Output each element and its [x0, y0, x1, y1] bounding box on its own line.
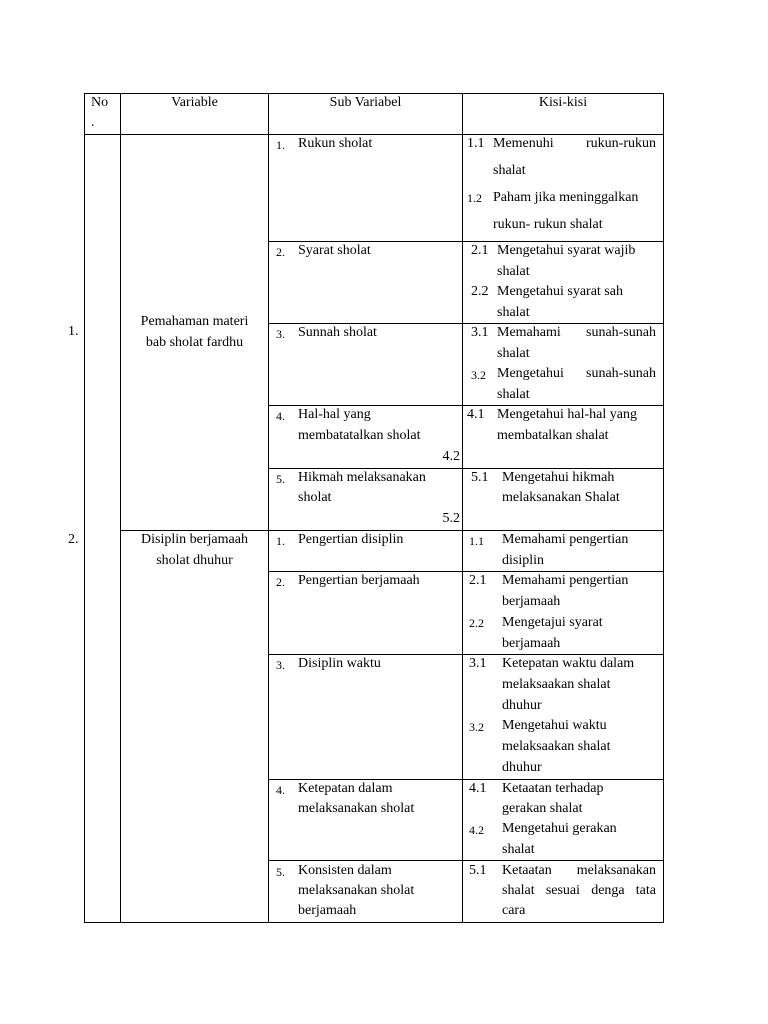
kisi-text-line: Mengetajui syarat [502, 615, 603, 630]
kisi-text-line: melaksanakan Shalat [502, 490, 620, 505]
sub-variable-label: melaksanakan sholat [298, 801, 415, 816]
column-divider [120, 93, 121, 923]
kisi-text-line: shalat [493, 163, 526, 178]
stray-number: 4.2 [442, 449, 460, 464]
sub-variable-label: membatatalkan sholat [298, 428, 421, 443]
kisi-number: 2.1 [471, 243, 489, 258]
kisi-number: 4.2 [469, 823, 484, 837]
kisi-text-line: Mengetahui hal-hal yang [497, 407, 637, 422]
column-divider [268, 93, 269, 923]
variable-name: bab sholat fardhu [145, 335, 244, 350]
table-border-left [84, 93, 85, 923]
sub-variable-label: berjamaah [298, 903, 357, 918]
kisi-word: sunah-sunah [586, 366, 656, 381]
kisi-number: 1.2 [467, 191, 482, 205]
variable-name: Disiplin berjamaah [141, 532, 248, 547]
sub-number: 5. [276, 472, 285, 486]
column-divider [462, 93, 463, 923]
kisi-text-line: Mengetahui gerakan [502, 821, 617, 836]
sub-variable-label: Ketepatan dalam [298, 781, 393, 796]
header-no: No [91, 95, 109, 110]
kisi-number: 1.1 [467, 136, 485, 151]
kisi-number: 3.1 [469, 656, 487, 671]
kisi-text-line: melaksaakan shalat [502, 739, 611, 754]
sub-number: 1. [276, 138, 285, 152]
kisi-text-line: shalat [497, 305, 530, 320]
header-sub-variabel: Sub Variabel [329, 95, 402, 110]
kisi-number: 5.1 [471, 470, 489, 485]
kisi-text-line: berjamaah [502, 636, 561, 651]
kisi-text-line: Mengetahui syarat wajib [497, 243, 636, 258]
header-no-dot: . [91, 115, 95, 130]
kisi-word: tata [635, 883, 656, 898]
sub-variable-label: Sunnah sholat [298, 325, 377, 340]
kisi-number: 3.1 [471, 325, 489, 340]
header-kisi-kisi: Kisi-kisi [538, 95, 588, 110]
sub-variable-label: Syarat sholat [298, 243, 371, 258]
kisi-text-line [497, 323, 656, 343]
kisi-word: sunah-sunah [586, 325, 656, 340]
sub-number: 4. [276, 783, 285, 797]
group-number: 2. [68, 532, 79, 547]
kisi-word: Memahami [497, 325, 561, 340]
kisi-word: sesuai [545, 883, 581, 898]
sub-variable-label: Disiplin waktu [298, 656, 381, 671]
kisi-word: Memenuhi [493, 136, 554, 151]
kisi-word: Ketaatan [502, 863, 552, 878]
kisi-word: Mengetahui [497, 366, 564, 381]
kisi-number: 4.1 [469, 781, 487, 796]
kisi-number: 1.1 [469, 534, 484, 548]
sub-number: 5. [276, 865, 285, 879]
sub-variable-label: Rukun sholat [298, 136, 373, 151]
variable-name: sholat dhuhur [156, 553, 233, 568]
kisi-word: shalat [502, 883, 535, 898]
kisi-text-line: melaksaakan shalat [502, 677, 611, 692]
sub-number: 3. [276, 327, 285, 341]
kisi-text-line: Ketaatan terhadap [502, 781, 604, 796]
kisi-text-line [497, 364, 656, 384]
kisi-number: 3.2 [469, 720, 484, 734]
kisi-text-line [493, 134, 656, 154]
sub-number: 2. [276, 245, 285, 259]
kisi-text-line [502, 881, 656, 901]
kisi-text-line: shalat [497, 264, 530, 279]
group-number: 1. [68, 324, 79, 339]
kisi-word: rukun-rukun [586, 136, 656, 151]
sub-variable-label: Pengertian disiplin [298, 532, 404, 547]
kisi-number: 4.1 [467, 407, 485, 422]
kisi-number: 2.1 [469, 573, 487, 588]
kisi-text-line [502, 861, 656, 881]
kisi-text-line: shalat [497, 387, 530, 402]
kisi-number: 3.2 [471, 368, 486, 382]
table-border-right [663, 93, 664, 923]
kisi-number: 2.2 [469, 616, 484, 630]
sub-variable-label: Konsisten dalam [298, 863, 392, 878]
kisi-text-line: Memahami pengertian [502, 532, 629, 547]
kisi-text-line: rukun- rukun shalat [493, 217, 603, 232]
kisi-text-line: dhuhur [502, 698, 542, 713]
variable-name: Pemahaman materi [140, 314, 249, 329]
kisi-text-line: berjamaah [502, 594, 561, 609]
sub-variable-label: melaksanakan sholat [298, 883, 415, 898]
kisi-text-line: membatalkan shalat [497, 428, 609, 443]
kisi-text-line: Mengetahui waktu [502, 718, 607, 733]
kisi-text-line: Mengetahui hikmah [502, 470, 615, 485]
kisi-text-line: Ketepatan waktu dalam [502, 656, 635, 671]
kisi-text-line: shalat [502, 842, 535, 857]
sub-variable-label: Hal-hal yang [298, 407, 371, 422]
kisi-text-line: shalat [497, 346, 530, 361]
sub-variable-label: sholat [298, 490, 332, 505]
kisi-number: 5.1 [469, 863, 487, 878]
sub-number: 4. [276, 409, 285, 423]
kisi-word: melaksanakan [576, 863, 656, 878]
kisi-text-line: Mengetahui syarat sah [497, 284, 623, 299]
table-border-bottom [84, 922, 664, 923]
kisi-text-line: gerakan shalat [502, 801, 583, 816]
sub-number: 3. [276, 658, 285, 672]
sub-variable-label: Pengertian berjamaah [298, 573, 420, 588]
kisi-text-line: Memahami pengertian [502, 573, 629, 588]
kisi-text-line: Paham jika meninggalkan [493, 190, 639, 205]
kisi-text-line: dhuhur [502, 760, 542, 775]
kisi-text-line: disiplin [502, 553, 545, 568]
kisi-text-line: cara [502, 903, 526, 918]
sub-number: 2. [276, 575, 285, 589]
header-variable: Variable [171, 95, 218, 110]
sub-variable-label: Hikmah melaksanakan [298, 470, 426, 485]
stray-number: 5.2 [442, 511, 460, 526]
kisi-number: 2.2 [471, 284, 489, 299]
sub-number: 1. [276, 534, 285, 548]
kisi-word: denga [591, 883, 625, 898]
